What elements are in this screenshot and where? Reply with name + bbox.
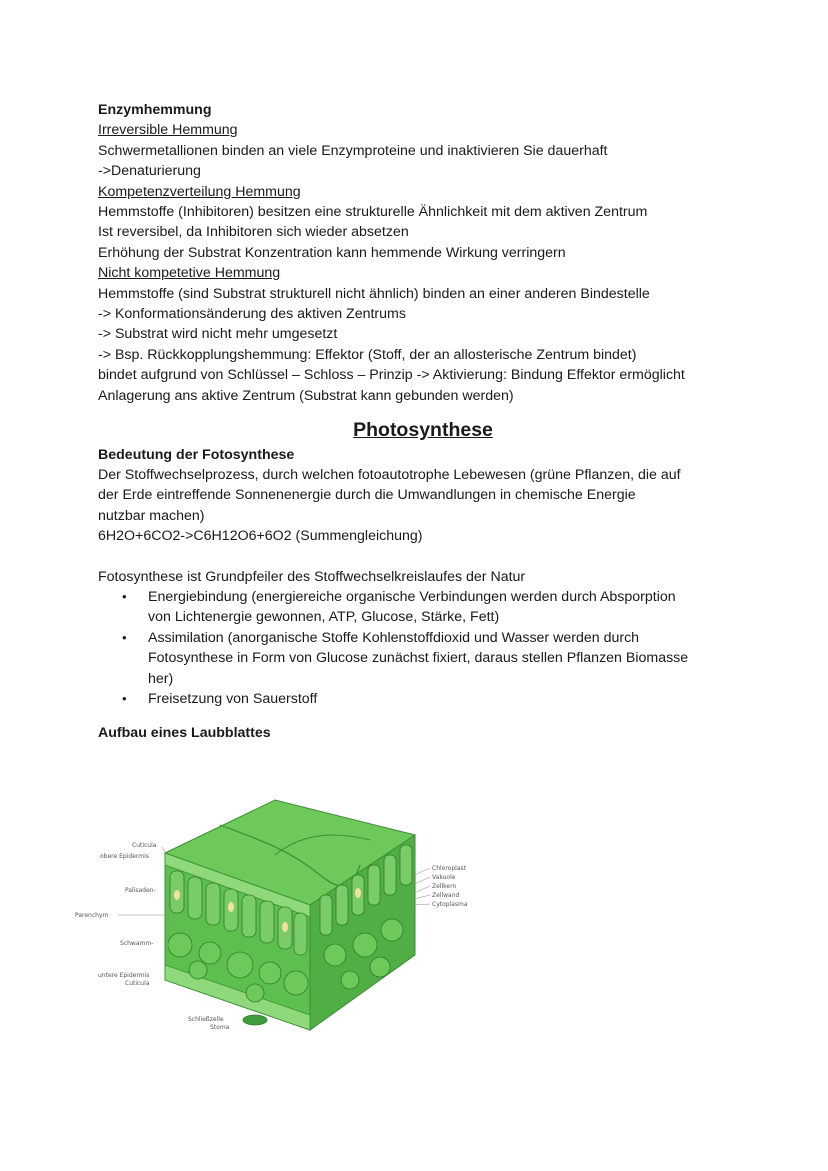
label-parenchym: Parenchym: [75, 912, 109, 919]
bullet-list: [98, 587, 738, 709]
list-item: [98, 587, 738, 628]
text-line: Hemmstoffe (sind Substrat strukturell nicht ähnlich) binden an einer anderen Bindestelle: [98, 285, 650, 302]
text-line: her): [148, 670, 174, 687]
leaf-cross-section-figure: [70, 795, 490, 1050]
right-labels: [410, 865, 468, 908]
text-line: Der Stoffwechselprozess, durch welchen fotoautotrophe Lebewesen (grüne Pflanzen, die auf: [98, 466, 681, 483]
stoma-icon: [243, 1015, 267, 1025]
text-line: der Erde eintreffende Sonnenenergie durch die Umwandlungen in chemische Energie: [98, 487, 636, 504]
text-line: -> Konformationsänderung des aktiven Zentrums: [98, 306, 406, 323]
label-zellwand: Zellwand: [432, 892, 460, 899]
bullet-icon: •: [122, 588, 127, 604]
text-line: -> Substrat wird nicht mehr umgesetzt: [98, 326, 338, 343]
label-chloroplast: Chloroplast: [432, 865, 466, 872]
label-stoma: Stoma: [210, 1024, 230, 1031]
text-line: -> Bsp. Rückkopplungshemmung: Effektor (Stoff, der an allosterische Zentrum bindet): [98, 346, 637, 363]
irreversible-title: Irreversible Hemmung: [98, 122, 238, 139]
text-line: ->Denaturierung: [98, 163, 201, 180]
label-cuticula-top: Cuticula: [132, 842, 157, 849]
label-cuticula-bottom: Cuticula: [125, 980, 150, 987]
list-item: [98, 628, 738, 689]
text-line: Schwermetallionen binden an viele Enzymproteine und inaktivieren Sie dauerhaft: [98, 142, 608, 159]
label-vakuole: Vakuole: [432, 874, 456, 881]
document-page: [98, 100, 738, 744]
kompetitiv-title: Kompetenzverteilung Hemmung: [98, 183, 301, 200]
text-line: Ist reversibel, da Inhibitoren sich wieder absetzen: [98, 224, 409, 241]
label-zellkern: Zellkern: [432, 883, 457, 890]
text-line: Erhöhung der Substrat Konzentration kann hemmende Wirkung verringern: [98, 244, 566, 261]
text-line: bindet aufgrund von Schlüssel – Schloss – Prinzip -> Aktivierung: Bindung Effektor ermöglicht: [98, 367, 685, 384]
label-lower-epidermis: untere Epidermis: [98, 972, 150, 979]
bullet-icon: •: [122, 690, 127, 706]
text-line: Hemmstoffe (Inhibitoren) besitzen eine strukturelle Ähnlichkeit mit dem aktiven Zentrum: [98, 204, 648, 221]
grundpfeiler-text: Fotosynthese ist Grundpfeiler des Stoffwechselkreislaufes der Natur: [98, 568, 526, 585]
bedeutung-heading: Bedeutung der Fotosynthese: [98, 446, 295, 463]
nichtkompetitiv-title: Nicht kompetetive Hemmung: [98, 265, 281, 282]
bullet-icon: •: [122, 629, 127, 645]
label-cytoplasma: Cytoplasma: [432, 901, 468, 908]
photosynthese-title: Photosynthese: [353, 419, 493, 442]
aufbau-heading: Aufbau eines Laubblattes: [98, 725, 271, 742]
spacer: [98, 547, 738, 567]
text-line: Assimilation (anorganische Stoffe Kohlenstoffdioxid und Wasser werden durch: [148, 629, 640, 646]
text-line: Anlagerung ans aktive Zentrum (Substrat kann gebunden werden): [98, 387, 514, 404]
label-schwamm: Schwamm-: [120, 940, 154, 947]
enzymhemmung-heading: Enzymhemmung: [98, 102, 212, 118]
label-palisade: Palisaden-: [125, 887, 156, 894]
label-upper-epidermis: obere Epidermis: [100, 853, 149, 860]
text-line: Energiebindung (energiereiche organische Verbindungen werden durch Absporption: [148, 588, 676, 605]
summengleichung: 6H2O+6CO2->C6H12O6+6O2 (Summengleichung): [98, 528, 423, 545]
text-line: Freisetzung von Sauerstoff: [148, 690, 318, 707]
text-line: nutzbar machen): [98, 507, 205, 524]
text-line: Fotosynthese in Form von Glucose zunächst fixiert, daraus stellen Pflanzen Biomasse: [148, 650, 689, 667]
text-line: von Lichtenergie gewonnen, ATP, Glucose, Stärke, Fett): [148, 609, 500, 626]
label-schliesszelle: Schließzelle: [188, 1016, 224, 1023]
leaf-diagram: [70, 795, 490, 1050]
list-item: [98, 689, 738, 709]
